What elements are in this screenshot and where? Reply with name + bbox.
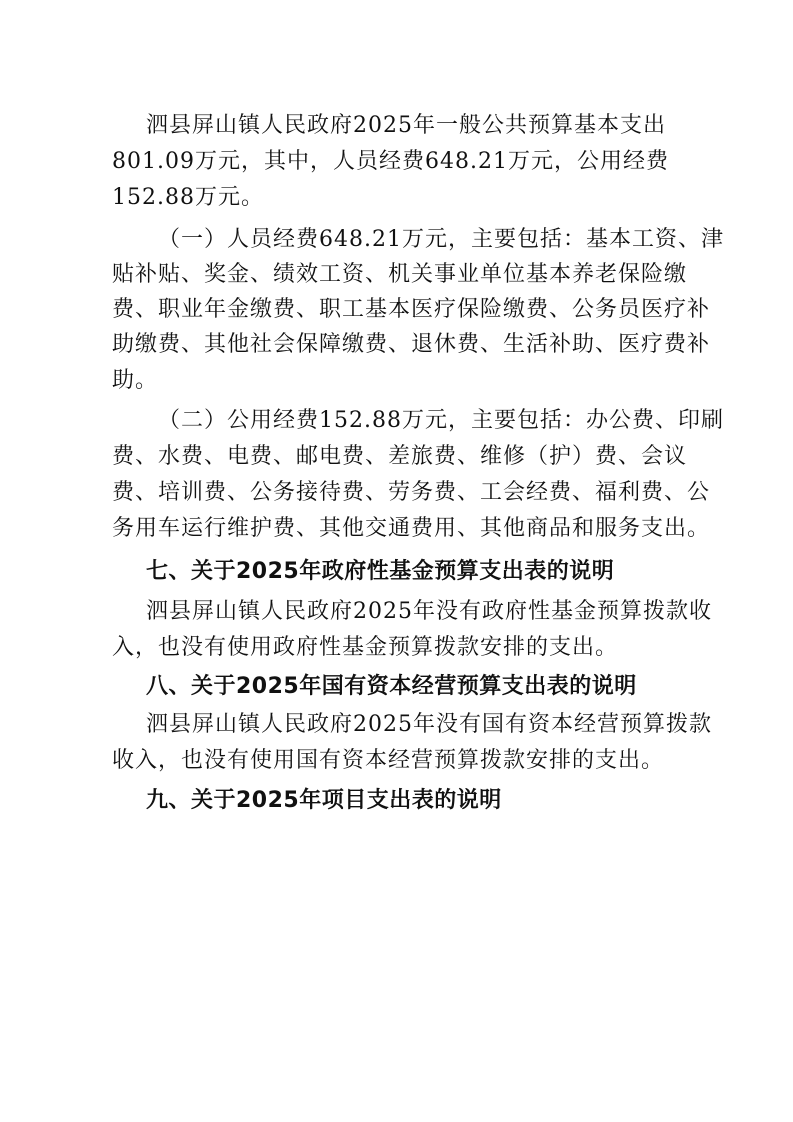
section-heading-7: 七、关于2025年政府性基金预算支出表的说明 <box>146 559 615 584</box>
paragraph-2-line-2: 贴补贴、奖金、绩效工资、机关事业单位基本养老保险缴 <box>112 262 688 287</box>
paragraph-4-line-1: 泗县屏山镇人民政府2025年没有政府性基金预算拨款收 <box>146 599 712 624</box>
paragraph-2-line-4: 助缴费、其他社会保障缴费、退休费、生活补助、医疗费补 <box>112 332 711 357</box>
paragraph-1-line-1: 泗县屏山镇人民政府2025年一般公共预算基本支出 <box>146 113 666 138</box>
paragraph-1-line-2: 801.09万元，其中，人员经费648.21万元，公用经费 <box>112 149 669 174</box>
paragraph-2-line-3: 费、职业年金缴费、职工基本医疗保险缴费、公务员医疗补 <box>112 297 711 322</box>
paragraph-5-line-1: 泗县屏山镇人民政府2025年没有国有资本经营预算拨款 <box>146 712 712 737</box>
paragraph-3-line-1: （二）公用经费152.88万元，主要包括：办公费、印刷 <box>158 408 724 433</box>
paragraph-4-line-2: 入，也没有使用政府性基金预算拨款安排的支出。 <box>112 635 619 660</box>
paragraph-5-line-2: 收入，也没有使用国有资本经营预算拨款安排的支出。 <box>112 748 665 773</box>
section-heading-9: 九、关于2025年项目支出表的说明 <box>146 788 502 813</box>
paragraph-2-line-5: 助。 <box>112 368 159 393</box>
paragraph-3-line-3: 费、培训费、公务接待费、劳务费、工会经费、福利费、公 <box>112 480 711 505</box>
paragraph-3-line-4: 务用车运行维护费、其他交通费用、其他商品和服务支出。 <box>112 516 711 541</box>
paragraph-2-line-1: （一）人员经费648.21万元，主要包括：基本工资、津 <box>158 227 724 252</box>
section-heading-8: 八、关于2025年国有资本经营预算支出表的说明 <box>146 674 637 699</box>
paragraph-3-line-2: 费、水费、电费、邮电费、差旅费、维修（护）费、会议 <box>112 444 688 469</box>
paragraph-1-line-3: 152.88万元。 <box>112 185 264 210</box>
